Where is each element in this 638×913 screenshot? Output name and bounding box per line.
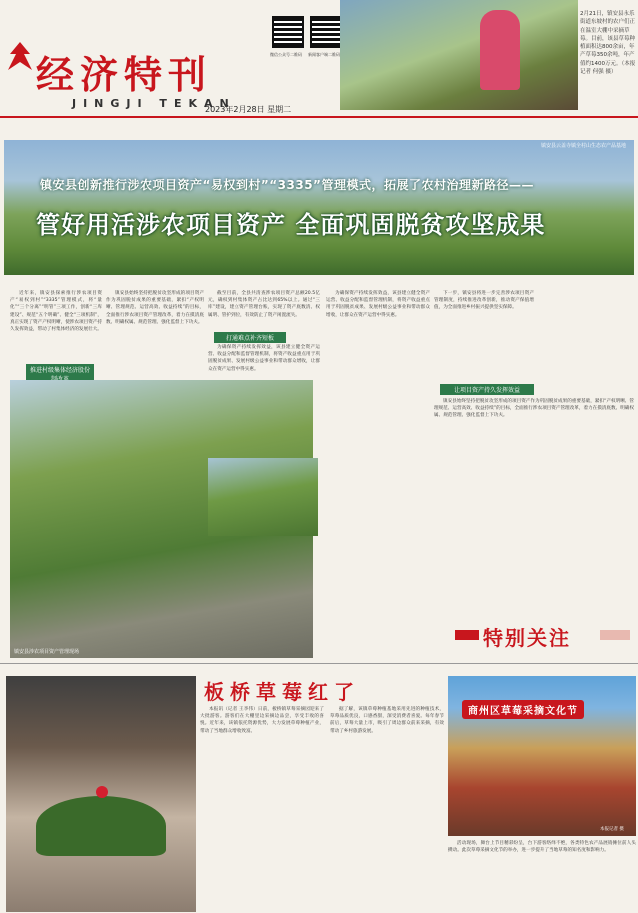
article-column-3: [208, 290, 320, 330]
qr-code-group-1: [272, 16, 304, 48]
qr-code-icon: [272, 16, 304, 48]
issue-date: 2023年2月28日 星期二: [205, 105, 292, 114]
greenhouse-photo: [208, 458, 318, 536]
column-text: 近年来，镇安县探索推行涉农项目资产“易权到村”“3335”管理模式，将“量化”“三个分离”“明管”三项工作，创新“三库建设”、规范“五个明确”、健全“三项机制”，真正实现了资产产权明晰，使涉农项目资产持久发挥效益，带动了村集体经济的发展壮大。: [10, 291, 102, 333]
festival-article: [448, 840, 636, 910]
village-photo-caption: 镇安县涉农项目资产管理现场: [14, 649, 80, 655]
column-text: 本报讯（记者 王李伟）日前，板桥镇草莓采摘园迎来了大批游客。游客们在大棚里边采摘边品尝，享受丰收的喜悦。近年来，该镇依托资源优势，大力发展草莓种植产业，带动了当地群众增收致富。: [200, 707, 324, 734]
subhead-2: 打通难点补齐短板: [214, 332, 286, 343]
column-text: 为确保资产持续发挥效益，该县建立健全资产运营、收益分配和监督管理机制，将资产收益重点用于巩固脱贫成果、发展村级公益事业和带动群众增收，让群众在资产运营中得实惠。: [208, 345, 320, 372]
column-text: 截至目前，全县共清查涉农项目资产总额20.5亿元，确权到村集体资产占比达到65%以上。通过“三库”建设，建立资产管理台账，实现了资产底数清、权属明、管护到位，有效防止了资产闲置流失。: [208, 291, 320, 318]
special-focus-label: 特别关注: [483, 626, 571, 650]
special-label-bar-right: [600, 630, 630, 640]
strawberry-article-2: [330, 706, 444, 910]
masthead-pinyin: JINGJI TEKAN: [72, 97, 236, 110]
festival-banner-text: 商州区草莓采摘文化节: [462, 700, 584, 719]
strawberry-article-1: [200, 706, 324, 910]
column-text: 镇安县始终坚持把脱贫攻坚形成的项目资产作为巩固脱贫成果的重要基础，紧扣“产权明晰、管理规范、运营高效、收益持续”的目标，全面推行涉农项目资产管理改革，着力在摸清底数、明确权属、规范管理、强化监督上下功夫。: [434, 399, 634, 419]
article-column-2: [106, 290, 204, 378]
strawberry-icon: [96, 786, 108, 798]
strawberry-plant: [36, 796, 166, 856]
column-text: 活动现场，舞台上节目精彩纷呈，台下游客络绎不绝，各类特色农产品展销摊位前人头攒动。此次草莓采摘文化节的举办，进一步提升了当地草莓的知名度和影响力。: [448, 841, 636, 854]
column-text: 镇安县始终坚持把脱贫攻坚形成的项目资产作为巩固脱贫成果的重要基础，紧扣“产权明晰、管理规范、运营高效、收益持续”的目标，全面推行涉农项目资产管理改革，着力在摸清底数、明确权属、规范管理、强化监督上下功夫。: [106, 291, 204, 325]
special-label-bar-left: [455, 630, 479, 640]
subhead-3: 让项目资产持久发挥效益: [440, 384, 534, 395]
section-divider: [0, 663, 638, 664]
subhead-1: 推进村级集体经济股份: [26, 364, 94, 384]
qr-code-group-2: [310, 16, 342, 48]
top-photo-strawberry-picking: [340, 0, 578, 110]
masthead-title: 经济特刊: [36, 52, 213, 97]
paper-logo-icon: [6, 40, 34, 80]
strawberry-picking-photo: [6, 676, 196, 912]
column-text: 据了解，该镇草莓种植基地采用先进的种植技术，草莓品质优良，口感香甜，深受消费者喜爱。每年春节前后，草莓大量上市，吸引了周边群众前来采摘，有效带动了乡村旅游发展。: [330, 707, 444, 734]
article-column-5: [434, 290, 534, 380]
festival-photo-caption: 本报记者 摄: [600, 827, 624, 832]
column-text: 下一步，镇安县将进一步完善涉农项目资产管理制度，持续推进改革创新，推动资产保值增值，为全面推进乡村振兴提供坚实保障。: [434, 291, 534, 311]
qr-code-icon: [310, 16, 342, 48]
qr-label-2: 新闻客户端二维码: [308, 52, 340, 57]
article-column-4: [326, 290, 430, 658]
photo-person: [480, 10, 520, 90]
masthead-rule: [0, 116, 638, 118]
banner-photo-caption: 镇安县云盖寺镇全村山生态农产品基地: [540, 143, 626, 149]
main-headline: 管好用活涉农项目资产 全面巩固脱贫攻坚成果: [36, 210, 546, 239]
article-column-6: [434, 398, 634, 614]
qr-label-1: 微信公众号二维码: [270, 52, 302, 57]
headline-kicker: 镇安县创新推行涉农项目资产“易权到村”“3335”管理模式，拓展了农村治理新路径——: [40, 178, 534, 192]
column-text: 为确保资产持续发挥效益，该县建立健全资产运营、收益分配和监督管理机制，将资产收益重点用于巩固脱贫成果、发展村级公益事业和带动群众增收，让群众在资产运营中得实惠。: [326, 291, 430, 318]
strawberry-headline: 板桥草莓红了: [204, 680, 360, 704]
top-photo-note: 2月21日，镇安县永乐街道东坡村的农户们正在温室大棚中采摘草莓。目前，该县草莓种植面积达800余亩，年产草莓350余吨，年产值约1400万元。（本报记者 何强 摄）: [580, 11, 636, 76]
